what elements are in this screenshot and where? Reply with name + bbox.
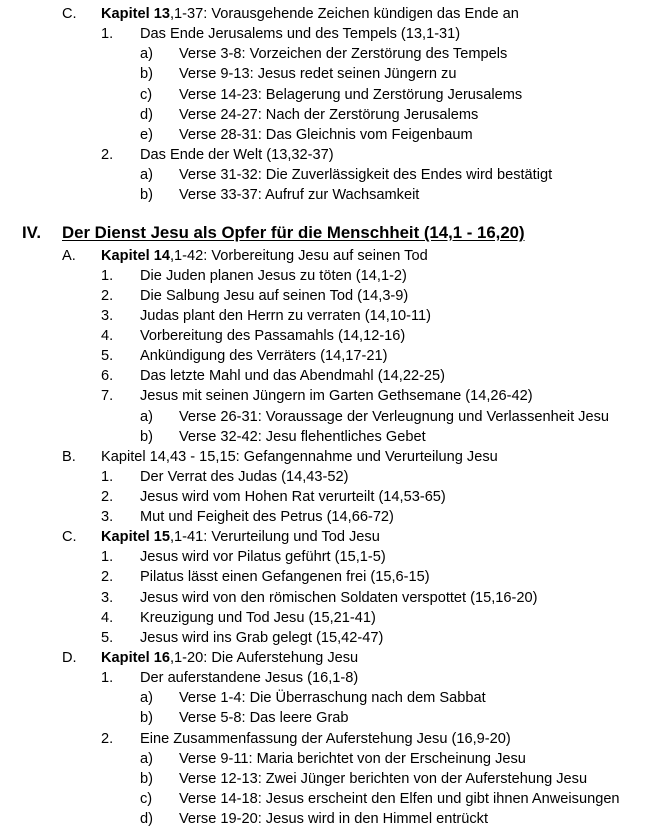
chapter-label: Kapitel 15 [101,529,170,545]
chapter-label: Kapitel 14 [101,248,170,264]
section-marker: IV. [22,223,41,242]
heading-text: ,1-37: Vorausgehende Zeichen kündigen das Ende an [169,6,519,22]
chapter-label: Kapitel 13 [101,6,170,22]
chapter-label: Kapitel 16 [101,650,170,666]
section-title: Der Dienst Jesu als Opfer für die Menschheit (14,1 - 16,20) [62,223,525,242]
list-marker: C. [62,6,77,22]
